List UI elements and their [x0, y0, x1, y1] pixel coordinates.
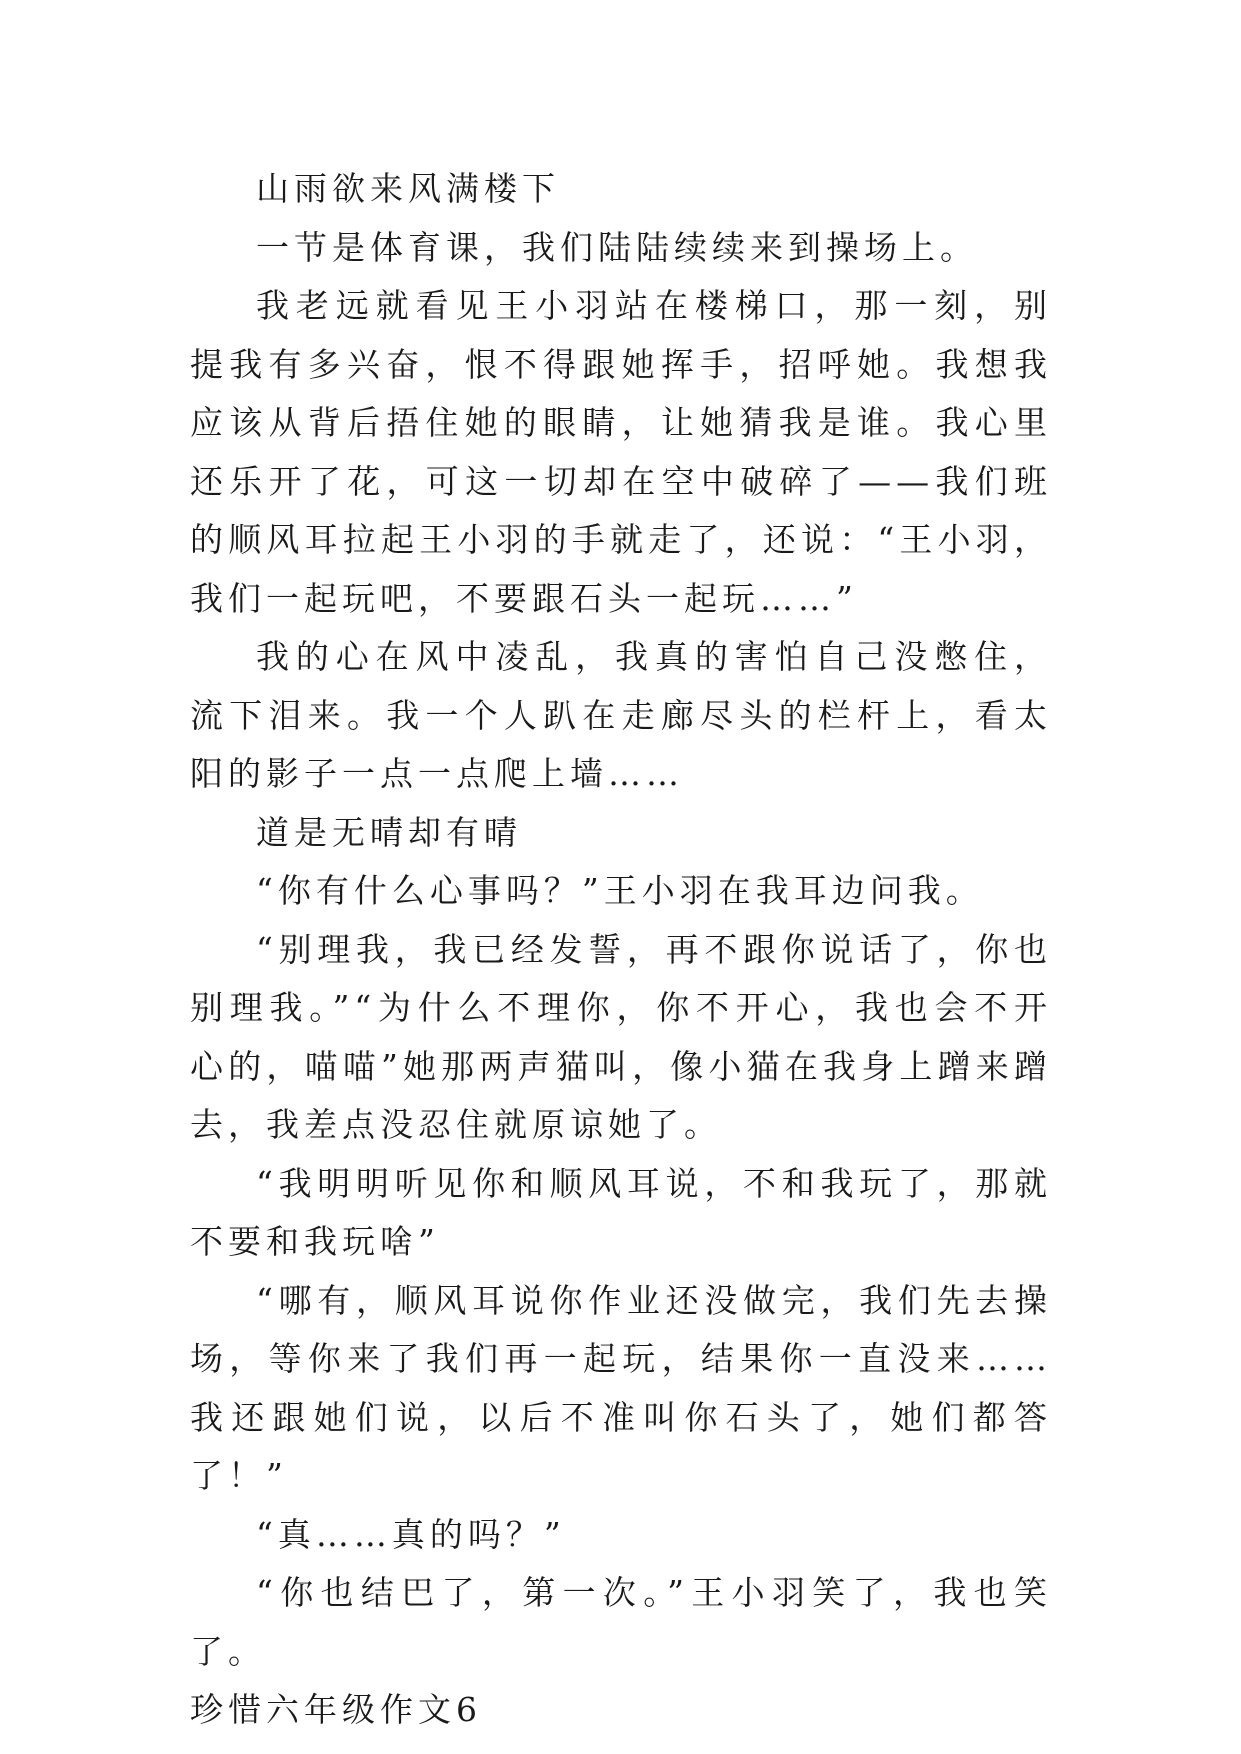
paragraph: “哪有，顺风耳说你作业还没做完，我们先去操场，等你来了我们再一起玩，结果你一直没来……我还跟她们说，以后不准叫你石头了，她们都答了！”: [190, 1280, 1052, 1495]
paragraph: 我的心在风中凌乱，我真的害怕自己没憋住，流下泪来。我一个人趴在走廊尽头的栏杆上，看太阳的影子一点一点爬上墙……: [190, 637, 1052, 793]
paragraph: 一节是体育课，我们陆陆续续来到操场上。: [256, 227, 978, 267]
next-article-title: 珍惜六年级作文6: [190, 1690, 482, 1729]
paragraph: “真……真的吗？”: [256, 1514, 566, 1554]
section-heading-1: 山雨欲来风满楼下: [256, 169, 560, 208]
paragraph: “别理我，我已经发誓，再不跟你说话了，你也别理我。”“为什么不理你，你不开心，我也会不开心的，喵喵”她那两声猫叫，像小猫在我身上蹭来蹭去，我差点没忍住就原谅她了。: [190, 929, 1052, 1144]
paragraph: “你也结巴了，第一次。”王小羽笑了，我也笑了。: [190, 1573, 1052, 1671]
paragraph: “我明明听见你和顺风耳说，不和我玩了，那就不要和我玩啥”: [190, 1163, 1052, 1261]
document-page: [190, 160, 1052, 1740]
paragraph: “你有什么心事吗？”王小羽在我耳边问我。: [256, 871, 984, 910]
section-heading-2: 道是无晴却有晴: [256, 812, 522, 852]
paragraph: 我老远就看见王小羽站在楼梯口，那一刻，别提我有多兴奋，恨不得跟她挥手，招呼她。我想我应该从背后捂住她的眼睛，让她猜我是谁。我心里还乐开了花，可这一切却在空中破碎了——我们班的顺风耳拉起王小羽的手就走了，还说：“王小羽，我们一起玩吧，不要跟石头一起玩……”: [190, 286, 1052, 618]
